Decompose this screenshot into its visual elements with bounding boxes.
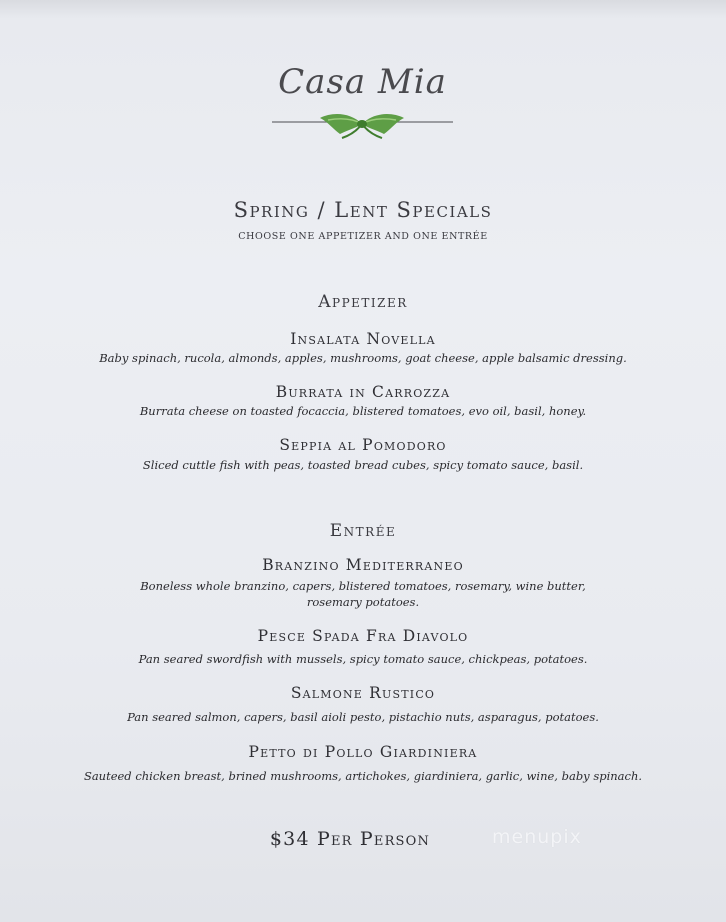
item-description: Burrata cheese on toasted focaccia, blistered tomatoes, evo oil, basil, honey.: [139, 404, 587, 418]
price-per-person: $34 Per Person: [269, 828, 431, 850]
menu-subtitle: CHOOSE ONE APPETIZER AND ONE ENTRÉE: [238, 231, 488, 242]
item-name: Pesce Spada Fra Diavolo: [257, 627, 469, 645]
item-name: Salmone Rustico: [290, 684, 436, 702]
item-name: Petto di Pollo Giardiniera: [248, 743, 478, 761]
restaurant-logo: [270, 62, 455, 144]
restaurant-name: Casa Mia: [278, 62, 447, 102]
menu-title: Spring / Lent Specials: [233, 198, 493, 222]
item-description: Sliced cuttle fish with peas, toasted bread cubes, spicy tomato sauce, basil.: [142, 458, 584, 472]
leaf-ribbon-icon: [270, 106, 455, 142]
item-description-continued: rosemary potatoes.: [306, 595, 420, 609]
item-description: Sauteed chicken breast, brined mushrooms, artichokes, giardiniera, garlic, wine, baby spinach.: [83, 769, 643, 783]
watermark: menupix: [492, 826, 582, 848]
item-name: Burrata in Carrozza: [275, 383, 451, 401]
section-heading-entree: Entrée: [329, 521, 397, 541]
item-description: Pan seared swordfish with mussels, spicy tomato sauce, chickpeas, potatoes.: [138, 652, 588, 666]
section-heading-appetizer: Appetizer: [318, 292, 408, 312]
item-name: Insalata Novella: [290, 330, 436, 348]
item-name: Branzino Mediterraneo: [262, 556, 464, 574]
item-name: Seppia al Pomodoro: [279, 436, 447, 454]
item-description: Boneless whole branzino, capers, blistered tomatoes, rosemary, wine butter,: [140, 579, 586, 593]
item-description: Baby spinach, rucola, almonds, apples, mushrooms, goat cheese, apple balsamic dressing.: [99, 351, 627, 365]
item-description: Pan seared salmon, capers, basil aioli pesto, pistachio nuts, asparagus, potatoes.: [127, 710, 599, 724]
